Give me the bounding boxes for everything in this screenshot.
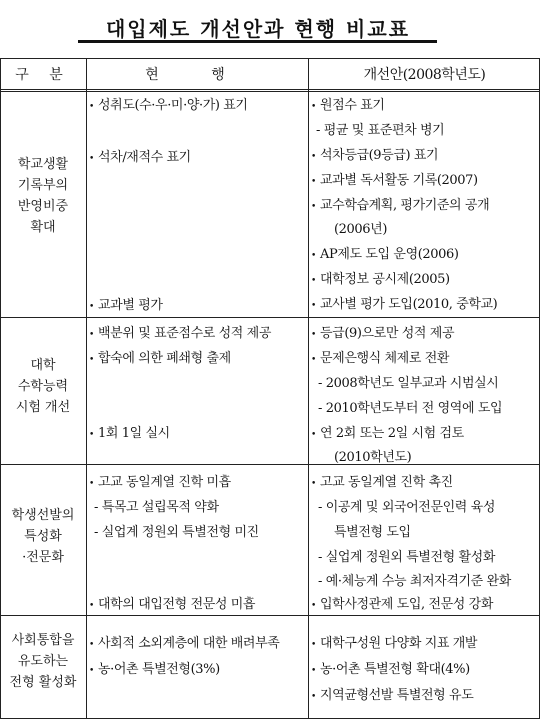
header-separator <box>0 89 540 92</box>
category-line: 특성화 <box>24 529 62 544</box>
category-line: 사회통합을 <box>11 633 75 648</box>
current-item: • 농·어촌 특별전형(3%) <box>89 662 220 677</box>
category-line: 학생선발의 <box>11 508 75 523</box>
proposal-item: (2006년) <box>334 222 387 237</box>
row-category <box>0 505 86 568</box>
proposal-item: (2010학년도) <box>334 450 412 465</box>
proposal-item: • 대학구성원 다양화 지표 개발 <box>311 636 478 651</box>
proposal-item: • 입학사정관제 도입, 전문성 강화 <box>311 597 493 612</box>
row-category <box>0 355 86 418</box>
title-underline <box>78 40 437 43</box>
proposal-item: • 연 2회 또는 2일 시험 검토 <box>311 426 464 441</box>
current-item: • 고교 동일계열 진학 미흡 <box>89 475 231 490</box>
category-line: 확대 <box>30 220 56 235</box>
row-category <box>0 630 86 693</box>
column-separator <box>308 58 309 719</box>
proposal-item: • 석차등급(9등급) 표기 <box>311 148 439 163</box>
proposal-item: • AP제도 도입 운영(2006) <box>311 247 459 262</box>
current-item: • 1회 1일 실시 <box>89 426 170 441</box>
proposal-item: • 교수학습계획, 평가기준의 공개 <box>311 198 490 213</box>
category-line: ·전문화 <box>22 550 64 565</box>
proposal-item: • 교과별 독서활동 기록(2007) <box>311 173 478 188</box>
header-current: 현 행 <box>145 67 249 83</box>
proposal-item: • 교사별 평가 도입(2010, 중학교) <box>311 297 498 312</box>
category-line: 수학능력 <box>17 379 69 394</box>
proposal-item: • 문제은행식 체제로 전환 <box>311 351 450 366</box>
header-proposal: 개선안(2008학년도) <box>363 67 486 83</box>
current-item: - 실업계 정원외 특별전형 미진 <box>94 525 259 540</box>
row-separator <box>0 317 540 318</box>
category-line: 기록부의 <box>17 178 69 193</box>
current-item: • 석차/재적수 표기 <box>89 150 191 165</box>
current-item: • 합숙에 의한 폐쇄형 출제 <box>89 351 231 366</box>
proposal-item: 특별전형 도입 <box>334 525 411 540</box>
proposal-item: • 원점수 표기 <box>311 98 385 113</box>
current-item: • 백분위 및 표준점수로 성적 제공 <box>89 326 271 341</box>
proposal-item: - 2010학년도부터 전 영역에 도입 <box>318 401 503 416</box>
category-line: 시험 개선 <box>15 400 71 415</box>
proposal-item: • 대학정보 공시제(2005) <box>311 272 450 287</box>
document-title: 대입제도 개선안과 현행 비교표 <box>105 17 411 41</box>
column-separator <box>86 58 87 719</box>
current-item: - 특목고 설립목적 약화 <box>94 500 219 515</box>
header-category: 구 분 <box>15 67 71 83</box>
proposal-item: - 2008학년도 일부교과 시범실시 <box>318 376 499 391</box>
proposal-item: - 실업계 정원외 특별전형 활성화 <box>318 550 495 565</box>
proposal-item: • 농·어촌 특별전형 확대(4%) <box>311 662 470 677</box>
comparison-table <box>0 58 540 719</box>
table-right-border <box>539 58 540 719</box>
proposal-item: • 등급(9)으로만 성적 제공 <box>311 326 455 341</box>
current-item: • 대학의 대입전형 전문성 미흡 <box>89 597 256 612</box>
proposal-item: • 고교 동일계열 진학 촉진 <box>311 475 453 490</box>
category-line: 전형 활성화 <box>9 675 77 690</box>
category-line: 유도하는 <box>17 654 69 669</box>
current-item: • 사회적 소외계층에 대한 배려부족 <box>89 636 280 651</box>
category-line: 반영비중 <box>17 199 69 214</box>
table-top-border <box>0 58 540 59</box>
current-item: • 성취도(수·우·미·양·가) 표기 <box>89 98 248 113</box>
proposal-item: - 예·체능계 수능 최저자격기준 완화 <box>318 574 511 589</box>
category-line: 대학 <box>30 358 56 373</box>
row-separator <box>0 615 540 616</box>
table-bottom-border <box>0 718 540 719</box>
proposal-item: - 평균 및 표준편차 병기 <box>316 123 445 138</box>
proposal-item: • 지역균형선발 특별전형 유도 <box>311 688 474 703</box>
current-item: • 교과별 평가 <box>89 298 163 313</box>
row-category <box>0 154 86 238</box>
category-line: 학교생활 <box>17 157 69 172</box>
proposal-item: - 이공계 및 외국어전문인력 육성 <box>318 500 495 515</box>
row-separator <box>0 464 540 465</box>
